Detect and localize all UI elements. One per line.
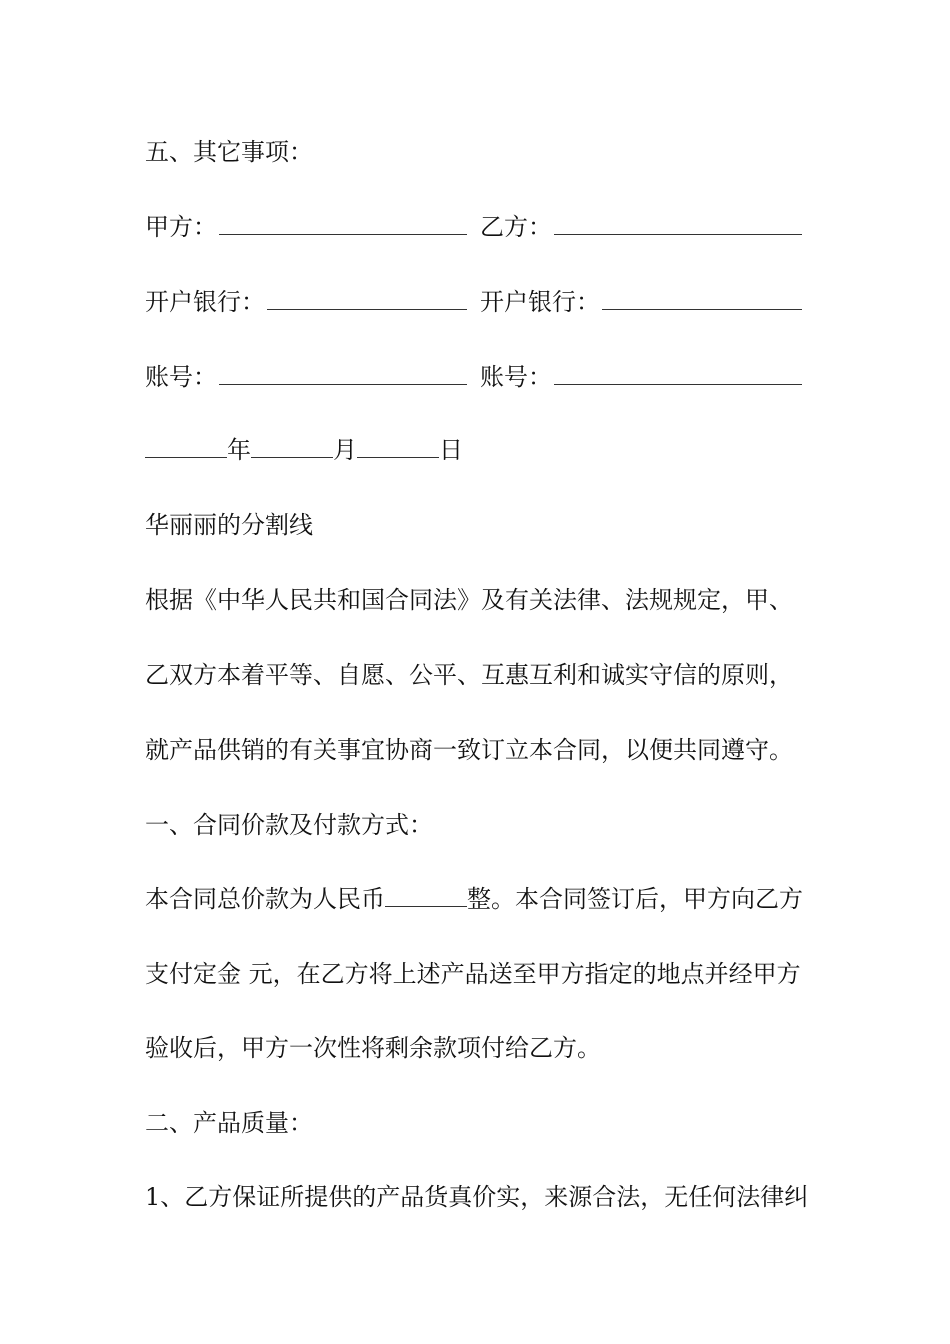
divider-text: 华丽丽的分割线 [145, 511, 313, 539]
account-a-field [145, 362, 467, 392]
party-b-field [480, 212, 802, 242]
section2-heading: 二、产品质量： [145, 1109, 313, 1137]
intro-line-1: 根据《中华人民共和国合同法》及有关法律、法规规定，甲、 [145, 586, 793, 614]
bank-a-field [145, 287, 467, 317]
bank-b-label: 开户银行： [480, 288, 600, 316]
month-label: 月 [333, 436, 357, 464]
year-label: 年 [227, 436, 251, 464]
bank-b-blank [602, 287, 802, 310]
party-a-field [145, 212, 467, 242]
year-blank [145, 435, 227, 458]
bank-b-field [480, 287, 802, 317]
party-b-label: 乙方： [480, 213, 552, 241]
party-a-blank [219, 212, 467, 235]
account-b-field [480, 362, 802, 392]
section1-line-1 [145, 884, 810, 914]
day-label: 日 [439, 436, 463, 464]
account-a-label: 账号： [145, 363, 217, 391]
bank-a-label: 开户银行： [145, 288, 265, 316]
account-a-blank [219, 362, 467, 385]
section2-item-1: 1、乙方保证所提供的产品货真价实，来源合法，无任何法律纠 [145, 1183, 809, 1211]
intro-line-2: 乙双方本着平等、自愿、公平、互惠互利和诚实守信的原则， [145, 661, 793, 689]
party-b-blank [554, 212, 802, 235]
section1-line-2: 支付定金 元，在乙方将上述产品送至甲方指定的地点并经甲方 [145, 960, 801, 988]
bank-a-blank [267, 287, 467, 310]
date-line [145, 435, 810, 465]
section1-heading: 一、合同价款及付款方式： [145, 811, 433, 839]
account-b-label: 账号： [480, 363, 552, 391]
price-suffix: 整。本合同签订后，甲方向乙方 [467, 885, 803, 913]
account-b-blank [554, 362, 802, 385]
intro-line-3: 就产品供销的有关事宜协商一致订立本合同，以便共同遵守。 [145, 736, 793, 764]
month-blank [251, 435, 333, 458]
section1-line-3: 验收后，甲方一次性将剩余款项付给乙方。 [145, 1034, 601, 1062]
day-blank [357, 435, 439, 458]
price-blank [385, 884, 467, 907]
section5-heading: 五、其它事项： [145, 138, 313, 166]
price-prefix: 本合同总价款为人民币 [145, 885, 385, 913]
party-a-label: 甲方： [145, 213, 217, 241]
